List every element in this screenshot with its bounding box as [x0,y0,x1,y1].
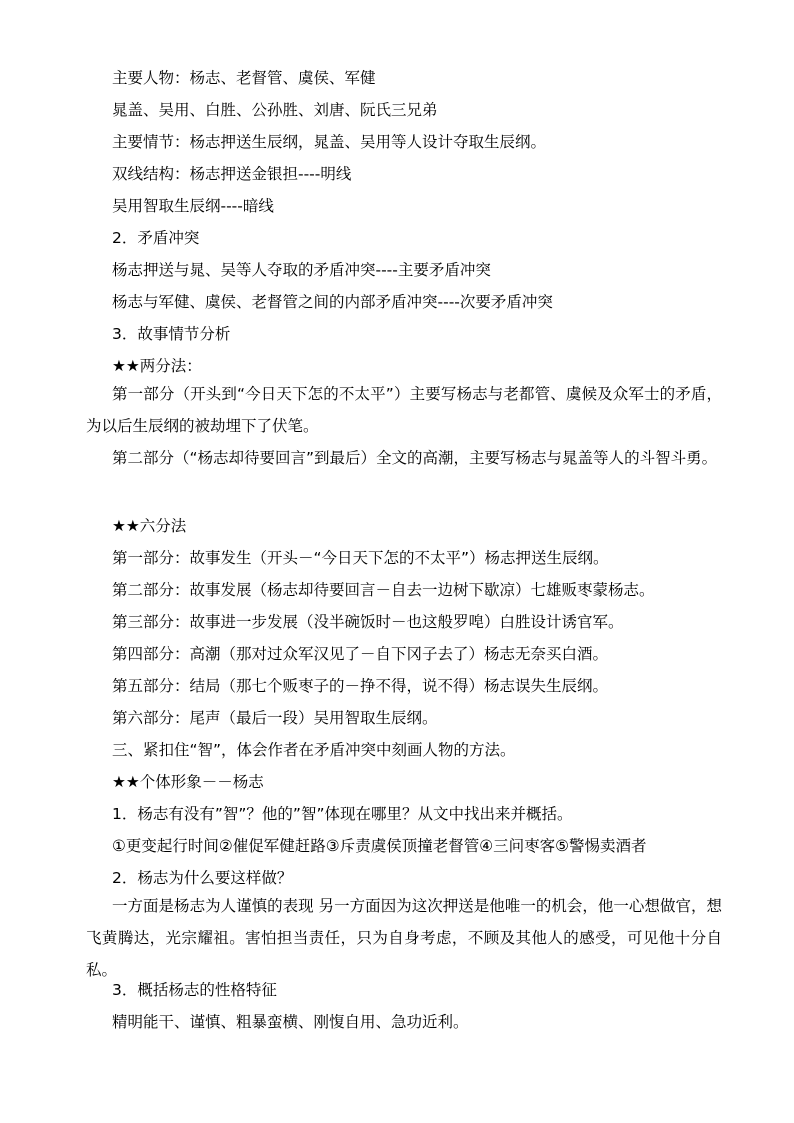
six-part-item-3: 第三部分：故事进一步发展（没半碗饭时－也这般罗唣）白胜设计诱官军。 [112,613,624,631]
six-part-item-4: 第四部分：高潮（那对过众军汉见了－自下冈子去了）杨志无奈买白酒。 [112,645,609,663]
part-two-paragraph: 第二部分（“杨志却待要回言”到最后）全文的高潮，主要写杨志与晁盖等人的斗智斗勇。 [112,449,718,467]
answer-2-paragraph: 一方面是杨志为人谨慎的表现 另一方面因为这次押送是他唯一的机会，他一心想做官，想飞黄腾达，光宗耀祖。害怕担当责任，只为自身考虑，不顾及其他人的感受，可见他十分自私。 [86,897,722,979]
section-heading-plot: 3．故事情节分析 [112,325,231,343]
part-one-paragraph: 第一部分（开头到“今日天下怎的不太平”）主要写杨志与老都管、虞候及众军士的矛盾，为以后生辰纲的被劫埋下了伏笔。 [86,385,722,435]
two-part-heading: ★★两分法： [112,357,202,375]
dark-line-text: 吴用智取生辰纲----暗线 [112,197,274,215]
section-heading-wisdom: 三、紧扣住“智”，体会作者在矛盾冲突中刻画人物的方法。 [112,741,516,759]
individual-image-heading: ★★个体形象－－杨志 [112,773,264,791]
characters-second-line: 晁盖、吴用、白胜、公孙胜、刘唐、阮氏三兄弟 [112,101,438,119]
six-part-item-6: 第六部分：尾声（最后一段）吴用智取生辰纲。 [112,709,438,727]
six-part-item-5: 第五部分：结局（那七个贩枣子的－挣不得，说不得）杨志误失生辰纲。 [112,677,609,695]
main-plot-line: 主要情节：杨志押送生辰纲，晁盖、吴用等人设计夺取生辰纲。 [112,133,547,151]
question-1: 1．杨志有没有”智”？他的”智”体现在哪里？从文中找出来并概括。 [112,805,573,823]
answer-3: 精明能干、谨慎、粗暴蛮横、刚愎自用、急功近利。 [112,1013,469,1031]
secondary-conflict-line: 杨志与军健、虞侯、老督管之间的内部矛盾冲突----次要矛盾冲突 [112,293,553,311]
six-part-item-2: 第二部分：故事发展（杨志却待要回言－自去一边树下歇凉）七雄贩枣蒙杨志。 [112,581,655,599]
six-part-item-1: 第一部分：故事发生（开头－“今日天下怎的不太平”）杨志押送生辰纲。 [112,549,609,567]
question-3: 3．概括杨志的性格特征 [112,981,277,999]
six-part-heading: ★★六分法 [112,517,187,535]
question-2: 2．杨志为什么要这样做？ [112,869,293,887]
section-heading-conflict: 2．矛盾冲突 [112,229,200,247]
main-conflict-line: 杨志押送与晁、吴等人夺取的矛盾冲突----主要矛盾冲突 [112,261,491,279]
main-characters-line: 主要人物：杨志、老督管、虞侯、军健 [112,69,376,87]
dual-structure-line: 双线结构：杨志押送金银担----明线 [112,165,352,183]
answer-1: ①更变起行时间②催促军健赶路③斥责虞侯顶撞老督管④三问枣客⑤警惕卖酒者 [112,837,647,855]
